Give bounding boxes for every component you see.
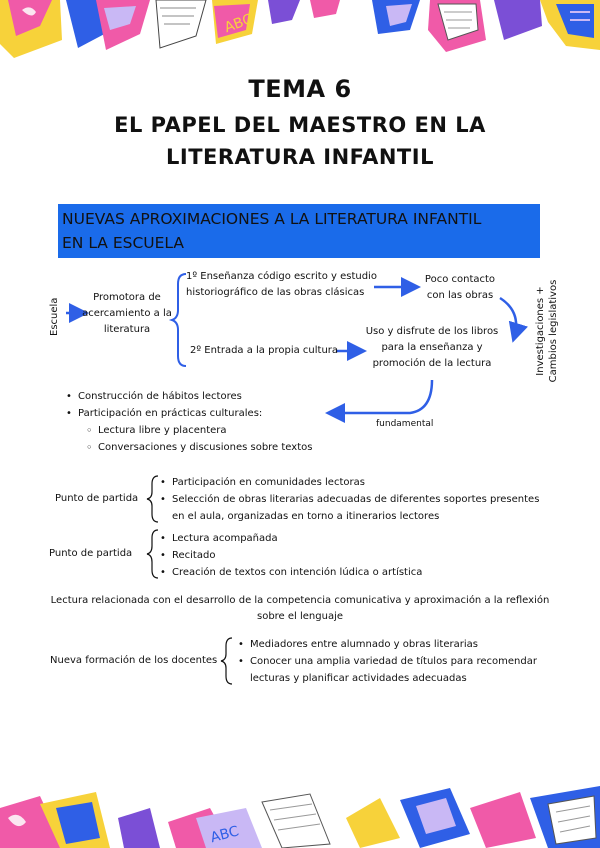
list-item: ◦ Conversaciones y discusiones sobre textos (84, 439, 364, 456)
poco-line1: Poco contacto (424, 274, 496, 285)
list-item-continuation: lecturas y planificar actividades adecuadas (250, 673, 467, 684)
page-title: TEMA 6 (248, 75, 352, 103)
top-book-decoration (0, 0, 600, 70)
lectura-line2: sobre el lenguaje (256, 611, 344, 622)
lectura-line1: Lectura relacionada con el desarrollo de la competencia comunicativa y aproximación a la reflexión (50, 595, 550, 606)
box-poco-contacto (414, 272, 506, 304)
box-uso (362, 324, 502, 372)
investigaciones-line2: Cambios legislativos (548, 279, 559, 383)
list-item: • Mediadores entre alumnado y obras literarias (236, 636, 556, 653)
promotora-line2: acercamiento a la (82, 308, 172, 319)
step1-line1: 1º Enseñanza código escrito y estudio (186, 271, 377, 282)
poco-line2: con las obras (426, 290, 494, 301)
brace-icon (220, 636, 234, 686)
group2-label: Punto de partida (49, 548, 133, 559)
investigaciones-line1: Investigaciones + (535, 286, 546, 376)
label-fundamental: fundamental (376, 419, 434, 429)
page-subtitle-line2: LITERATURA INFANTIL (166, 145, 434, 169)
list-item: • Creación de textos con intención lúdica o artística (158, 564, 558, 581)
banner-line2: EN LA ESCUELA (62, 234, 185, 252)
box-step1 (186, 269, 386, 301)
svg-text:ABC: ABC (222, 11, 255, 37)
section-banner (58, 204, 540, 258)
group3-label: Nueva formación de los docentes (50, 655, 218, 666)
promotora-line3: literatura (103, 324, 151, 335)
group3-list (236, 636, 556, 687)
group2-list (158, 530, 558, 581)
page-subtitle-line1: EL PAPEL DEL MAESTRO EN LA (114, 113, 486, 137)
bullet-list-habitos (64, 388, 364, 456)
lectura-paragraph (30, 593, 570, 625)
list-item: • Lectura acompañada (158, 530, 558, 547)
uso-line2: para la enseñanza y (381, 342, 483, 353)
list-item: • Participación en comunidades lectoras (158, 474, 558, 491)
label-investigaciones (534, 271, 560, 391)
box-step2: 2º Entrada a la propia cultura (190, 345, 339, 356)
banner-line1: NUEVAS APROXIMACIONES A LA LITERATURA INFANTIL (62, 210, 482, 228)
list-item: • Selección de obras literarias adecuadas de diferentes soportes presentes (158, 491, 558, 508)
bottom-book-decoration (0, 778, 600, 848)
step1-line2: historiográfico de las obras clásicas (186, 287, 365, 298)
list-item: • Participación en prácticas culturales: (64, 405, 364, 422)
list-item: • Conocer una amplia variedad de títulos para recomendar (236, 653, 556, 670)
group1-list (158, 474, 558, 525)
list-item-continuation: en el aula, organizadas en torno a itinerarios lectores (172, 511, 440, 522)
svg-text:ABC: ABC (208, 823, 241, 847)
uso-line3: promoción de la lectura (372, 358, 492, 369)
list-item: ◦ Lectura libre y placentera (84, 422, 364, 439)
uso-line1: Uso y disfrute de los libros (365, 326, 499, 337)
promotora-line1: Promotora de (93, 292, 161, 303)
box-promotora (80, 290, 174, 338)
list-item: • Construcción de hábitos lectores (64, 388, 364, 405)
group1-label: Punto de partida (55, 493, 139, 504)
list-item: • Recitado (158, 547, 558, 564)
label-escuela: Escuela (49, 297, 60, 336)
